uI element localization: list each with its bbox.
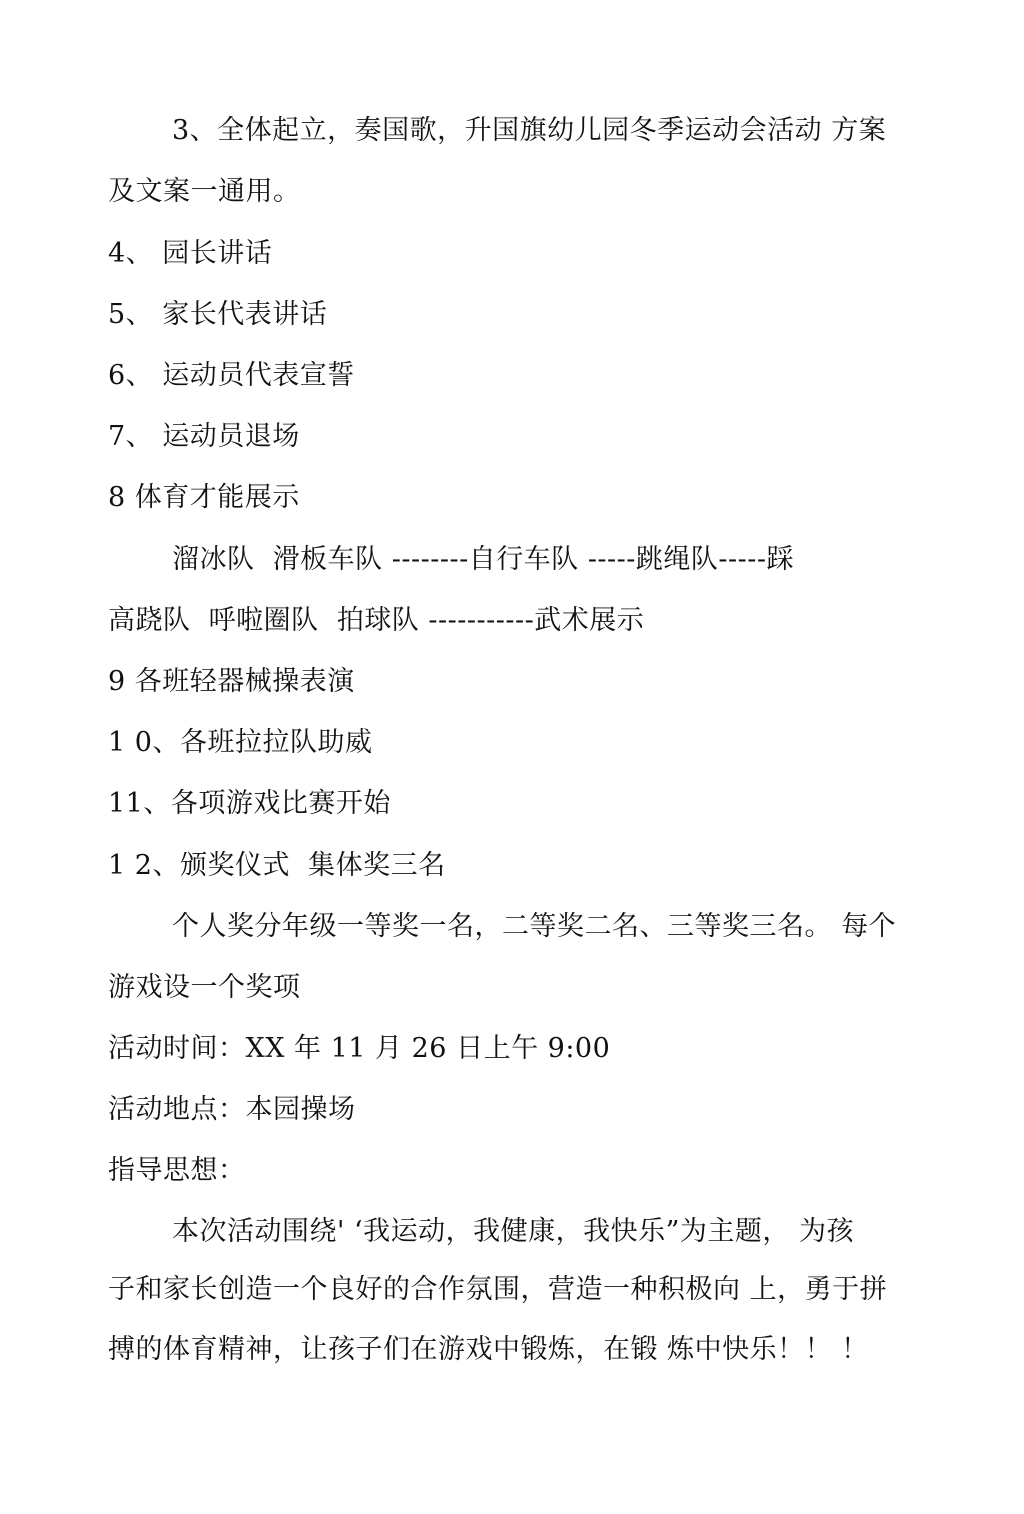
text-line: 溜冰队 滑板车队 --------自行车队 -----跳绳队-----踩 (172, 544, 795, 575)
text-line: 9 各班轻器械操表演 (108, 666, 355, 697)
text-line: 搏的体育精神，让孩子们在游戏中锻炼，在锻 炼中快乐！！ ！ (108, 1334, 869, 1365)
text-line: 子和家长创造一个良好的合作氛围，营造一种积极向 上，勇于拼 (108, 1274, 888, 1305)
text-line: 活动时间：XX 年 11 月 26 日上午 9:00 (108, 1033, 611, 1064)
text-line: 1 2、颁奖仪式 集体奖三名 (108, 850, 446, 881)
text-line: 7、 运动员退场 (108, 421, 300, 452)
text-line: 本次活动围绕' ‘我运动，我健康，我快乐”为主题， 为孩 (172, 1216, 854, 1247)
text-line: 高跷队 呼啦圈队 拍球队 -----------武术展示 (108, 605, 645, 636)
text-line: 及文案一通用。 (108, 176, 301, 207)
text-line: 5、 家长代表讲话 (108, 299, 328, 330)
text-line: 3、全体起立，奏国歌，升国旗幼儿园冬季运动会活动 方案 (172, 115, 887, 146)
text-line: 游戏设一个奖项 (108, 972, 301, 1003)
text-line: 4、 园长讲话 (108, 238, 273, 269)
text-line: 1 0、各班拉拉队助威 (108, 727, 373, 758)
text-line: 活动地点：本园操场 (108, 1094, 356, 1125)
text-line: 个人奖分年级一等奖一名，二等奖二名、三等奖三名。 每个 (172, 911, 897, 942)
text-line: 11、各项游戏比赛开始 (108, 788, 391, 819)
text-line: 6、 运动员代表宣誓 (108, 360, 355, 391)
text-line: 8 体育才能展示 (108, 482, 300, 513)
text-line: 指导思想： (108, 1155, 246, 1186)
